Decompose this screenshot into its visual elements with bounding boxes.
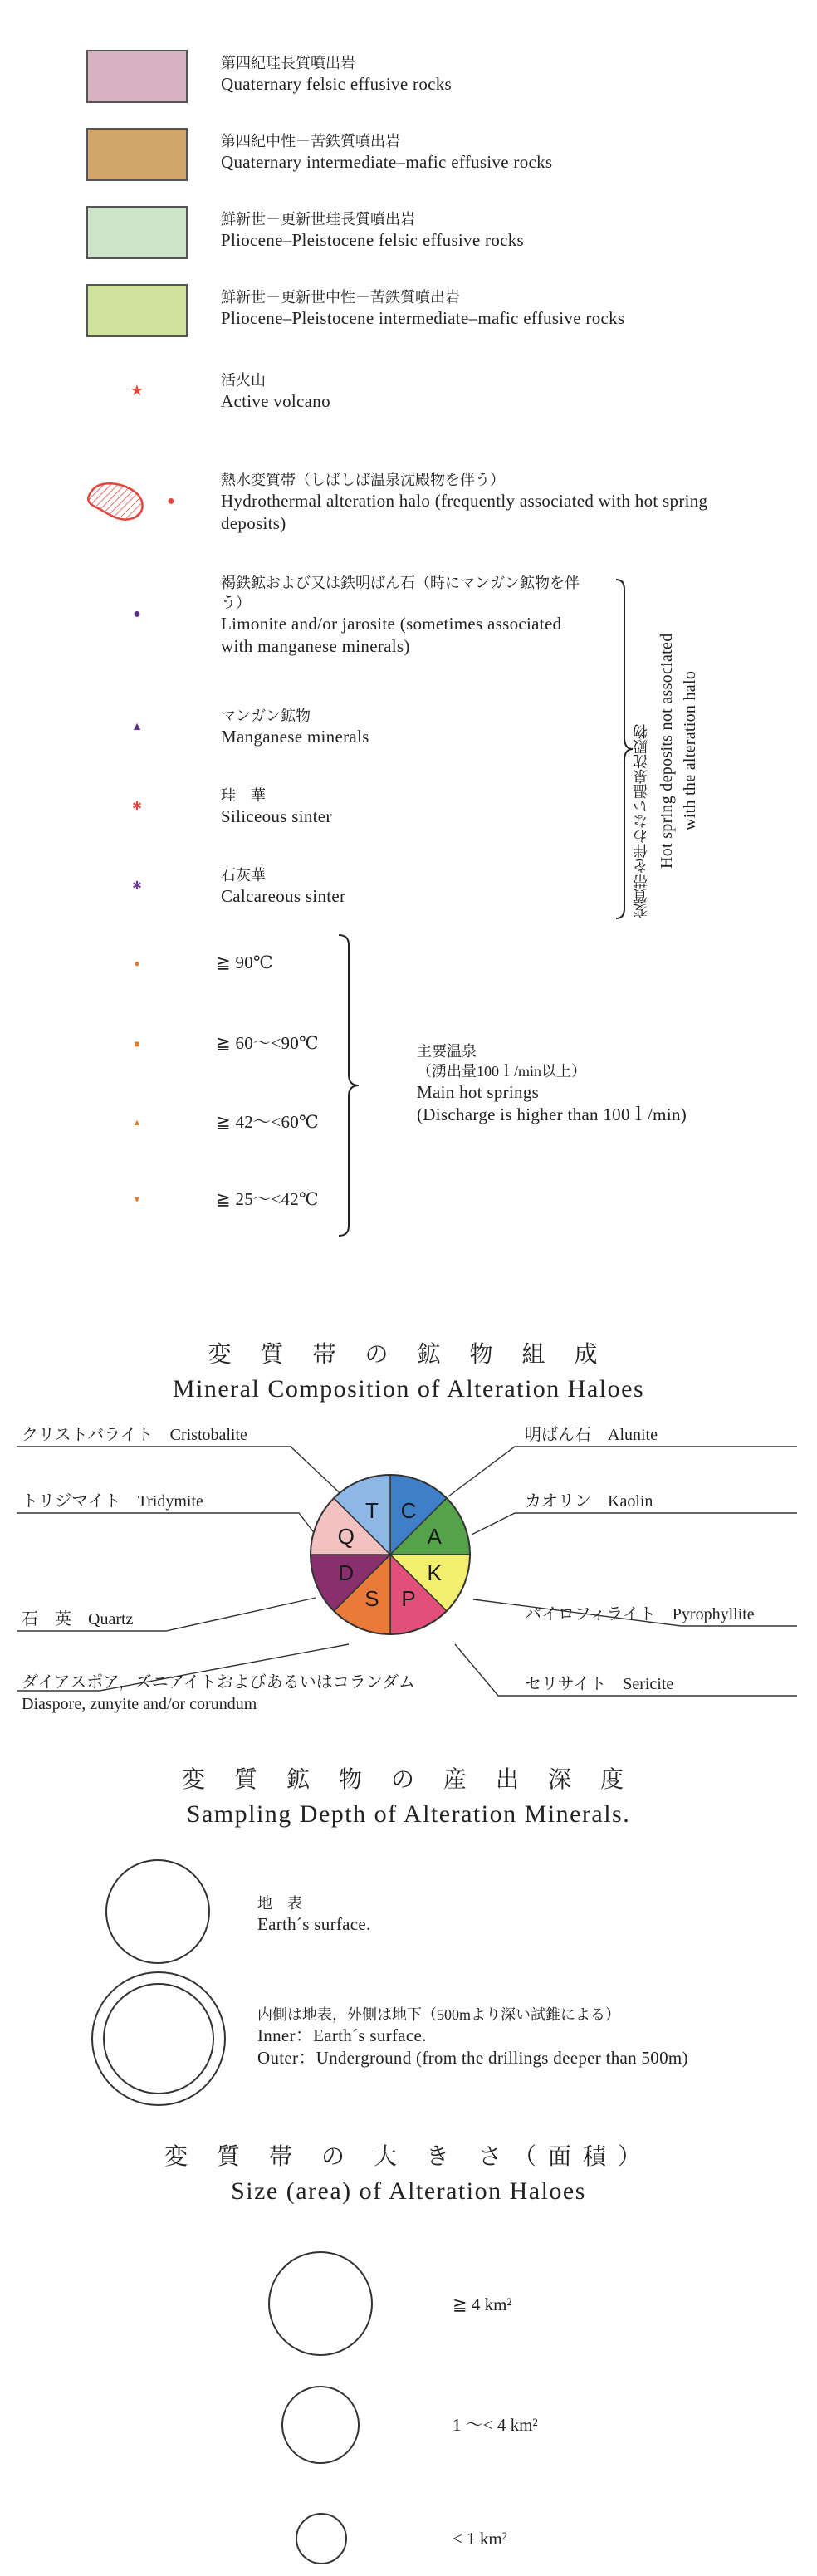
spring-60-label: ≧ 60～<90℃ <box>216 1033 319 1053</box>
mineral-pie <box>307 1472 473 1638</box>
springs-brace <box>337 933 360 1237</box>
mineral-composition-title <box>0 1340 817 1405</box>
legend-en: Pliocene–Pleistocene intermediate–mafic effusive rocks <box>221 308 625 328</box>
size-title <box>0 2143 817 2207</box>
label-cristobalite: クリストバライト Cristobalite <box>22 1426 247 1444</box>
pie-letter-k: K <box>427 1560 442 1586</box>
swatch-pliocene-felsic <box>86 206 188 259</box>
label-pyrophyllite: パイロフィライト Pyrophyllite <box>525 1605 755 1623</box>
siliceous-sinter-label-en: Siliceous sinter <box>221 806 332 826</box>
legend-jp: 鮮新世－更新世中性－苦鉄質噴出岩 <box>221 289 460 306</box>
springs-brace-text <box>417 1041 799 1126</box>
underground-label-en1: Inner：Earth´s surface. <box>257 2025 427 2045</box>
underground-label-en2: Outer：Underground (from the drillings deeper than 500m) <box>257 2048 688 2068</box>
label-kaolin: カオリン Kaolin <box>525 1492 653 1511</box>
size-large-circle-icon <box>266 2249 375 2358</box>
size-title-jp: 変 質 帯 の 大 き さ（面積） <box>164 2144 653 2170</box>
calcareous-sinter-label-en: Calcareous sinter <box>221 886 346 906</box>
swatch-pliocene-intermediate-mafic <box>86 284 188 337</box>
spring-42-label: ≧ 42～<60℃ <box>216 1112 319 1132</box>
swatch-quaternary-felsic <box>86 50 188 103</box>
volcano-icon: ★ <box>130 382 144 399</box>
pie-letter-c: C <box>400 1497 417 1523</box>
size-medium-circle-icon <box>279 2383 362 2466</box>
hydrothermal-label-jp: 熱水変質帯（しばしば温泉沈殿物を伴う） <box>221 472 505 488</box>
springs-en2: (Discharge is higher than 100ｌ/min) <box>417 1104 687 1124</box>
manganese-triangle-icon: ▲ <box>131 721 143 733</box>
springs-en1: Main hot springs <box>417 1082 540 1102</box>
mineral-title-jp: 変 質 帯 の 鉱 物 組 成 <box>208 1342 609 1368</box>
spring-90-icon: ● <box>134 957 140 969</box>
legend-jp: 鮮新世－更新世珪長質噴出岩 <box>221 211 415 228</box>
calcareous-sinter-label-jp: 石灰華 <box>221 867 266 884</box>
manganese-label-jp: マンガン鉱物 <box>221 708 311 724</box>
springs-jp1: 主要温泉 <box>417 1043 477 1060</box>
volcano-label-jp: 活火山 <box>221 372 266 389</box>
limonite-dot-icon: ● <box>133 607 141 621</box>
limonite-label-jp: 褐鉄鉱および又は鉄明ばん石（時にマンガン鉱物を伴う） <box>221 575 580 611</box>
hydrothermal-dot-icon: ● <box>167 494 175 508</box>
hydrothermal-label-en: Hydrothermal alteration halo (frequently associated with hot spring deposits) <box>221 491 708 533</box>
hydrothermal-halo-icon <box>83 477 149 525</box>
spring-25-icon: ▼ <box>132 1195 142 1205</box>
legend-en: Quaternary intermediate–mafic effusive rocks <box>221 152 553 172</box>
deposits-brace-en1: Hot spring deposits not associated <box>658 633 676 869</box>
pie-letter-t: T <box>365 1497 379 1523</box>
siliceous-sinter-icon: ✱ <box>132 801 142 813</box>
underground-label-jp: 内側は地表，外側は地下（500mより深い試錐による） <box>257 2006 620 2023</box>
legend-en: Quaternary felsic effusive rocks <box>221 74 453 94</box>
size-small-circle-icon <box>294 2511 349 2566</box>
mineral-title-en: Mineral Composition of Alteration Haloes <box>172 1375 645 1403</box>
spring-90-label: ≧ 90℃ <box>216 953 273 972</box>
label-diaspore-jp: ダイアスポア，ズニアイトおよびあるいはコランダム <box>22 1673 415 1692</box>
pie-letter-a: A <box>427 1523 442 1549</box>
surface-circle-icon <box>103 1857 213 1966</box>
underground-double-circle-icon <box>88 1968 229 2109</box>
spring-60-icon: ■ <box>134 1038 140 1050</box>
size-medium-label: 1 ～< 4 km² <box>453 2415 538 2435</box>
limonite-label-en: Limonite and/or jarosite (sometimes associated with manganese minerals) <box>221 614 562 656</box>
legend-en: Pliocene–Pleistocene felsic effusive rocks <box>221 230 525 250</box>
pie-letter-p: P <box>401 1586 416 1612</box>
pie-letter-d: D <box>338 1560 355 1586</box>
surface-label-jp: 地 表 <box>257 1895 302 1912</box>
deposits-brace-en2: with the alteration halo <box>681 670 699 831</box>
swatch-quaternary-intermediate-mafic <box>86 128 188 181</box>
pie-letter-q: Q <box>337 1523 355 1549</box>
siliceous-sinter-label-jp: 珪 華 <box>221 787 266 804</box>
springs-jp2: （湧出量100ｌ/min以上） <box>417 1063 587 1080</box>
deposits-brace-text <box>631 583 731 918</box>
manganese-label-en: Manganese minerals <box>221 727 369 747</box>
calcareous-sinter-icon: ✱ <box>132 880 142 893</box>
size-small-label: < 1 km² <box>453 2529 507 2549</box>
sampling-depth-title <box>0 1765 817 1830</box>
pie-letter-s: S <box>364 1586 379 1612</box>
spring-25-label: ≧ 25～<42℃ <box>216 1189 319 1209</box>
legend-jp: 第四紀中性－苦鉄質噴出岩 <box>221 133 400 149</box>
label-alunite: 明ばん石 Alunite <box>525 1426 658 1444</box>
sampling-title-jp: 変 質 鉱 物 の 産 出 深 度 <box>181 1767 635 1793</box>
label-tridymite: トリジマイト Tridymite <box>22 1492 203 1511</box>
size-title-en: Size (area) of Alteration Haloes <box>231 2177 586 2205</box>
legend-jp: 第四紀珪長質噴出岩 <box>221 55 355 71</box>
volcano-label-en: Active volcano <box>221 391 330 411</box>
size-large-label: ≧ 4 km² <box>453 2294 512 2314</box>
sampling-title-en: Sampling Depth of Alteration Minerals. <box>186 1800 631 1828</box>
label-sericite: セリサイト Sericite <box>525 1675 674 1693</box>
spring-42-icon: ▲ <box>132 1118 142 1128</box>
label-diaspore-en: Diaspore, zunyite and/or corundum <box>22 1695 257 1713</box>
surface-label-en: Earth´s surface. <box>257 1914 371 1934</box>
deposits-brace-jp: 変質帯を伴わない温泉沈殿物 <box>633 724 649 918</box>
label-quartz: 石 英 Quartz <box>22 1610 134 1628</box>
